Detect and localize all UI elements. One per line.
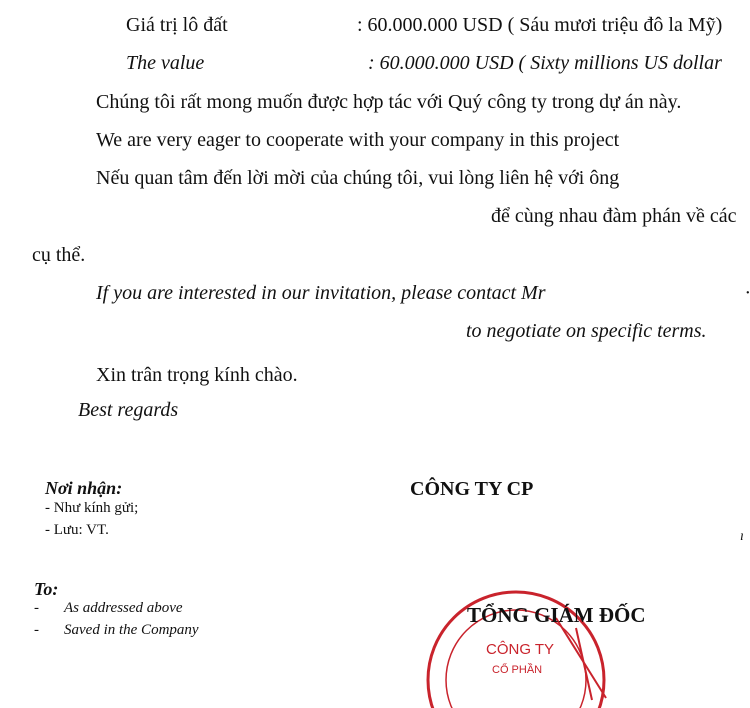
paragraph-contact-en: If you are interested in our invitation, please contact Mr [96,282,546,304]
company-heading: CÔNG TY CP [410,478,534,500]
list-dash: - [34,622,39,638]
land-value-amount-en: : 60.000.000 USD ( Sixty millions US dollar [368,52,722,74]
recipient-item-en [34,599,183,617]
paragraph-contact-vi-continued: để cùng nhau đàm phán về các [491,205,737,227]
recipient-item-en [34,621,199,639]
recipient-item-en-label: Saved in the Company [64,622,199,638]
paragraph-contact-en-fragment: · [745,282,750,304]
land-value-label-vi: Giá trị lô đất [126,14,228,36]
seal-text-line: CÔNG TY [486,641,555,658]
land-value-label-en: The value [126,52,205,74]
land-value-amount-vi: : 60.000.000 USD ( Sáu mươi triệu đô la Mỹ) [357,14,723,36]
paragraph-cooperation-en: We are very eager to cooperate with your company in this project [96,129,620,151]
recipient-item-vi: - Lưu: VT. [45,522,109,538]
recipient-item-vi: - Như kính gửi; [45,500,139,516]
closing-en: Best regards [78,399,179,421]
recipient-item-en-label: As addressed above [64,600,183,616]
closing-vi: Xin trân trọng kính chào. [96,364,298,386]
list-dash: - [34,600,39,616]
recipients-title-en: To: [34,579,59,599]
recipients-title-vi: Nơi nhận: [45,478,123,498]
paragraph-contact-en-continued: to negotiate on specific terms. [466,320,707,342]
seal-text-line: CỔ PHẦN [492,664,543,676]
paragraph-contact-vi-end: cụ thể. [32,244,86,266]
director-title: TỔNG GIÁM ĐỐC [467,603,646,627]
paragraph-cooperation-vi: Chúng tôi rất mong muốn được hợp tác với Quý công ty trong dự án này. [96,91,682,113]
paragraph-contact-vi: Nếu quan tâm đến lời mời của chúng tôi, vui lòng liên hệ với ông [96,167,620,189]
signature-side-mark: ı [740,529,744,544]
